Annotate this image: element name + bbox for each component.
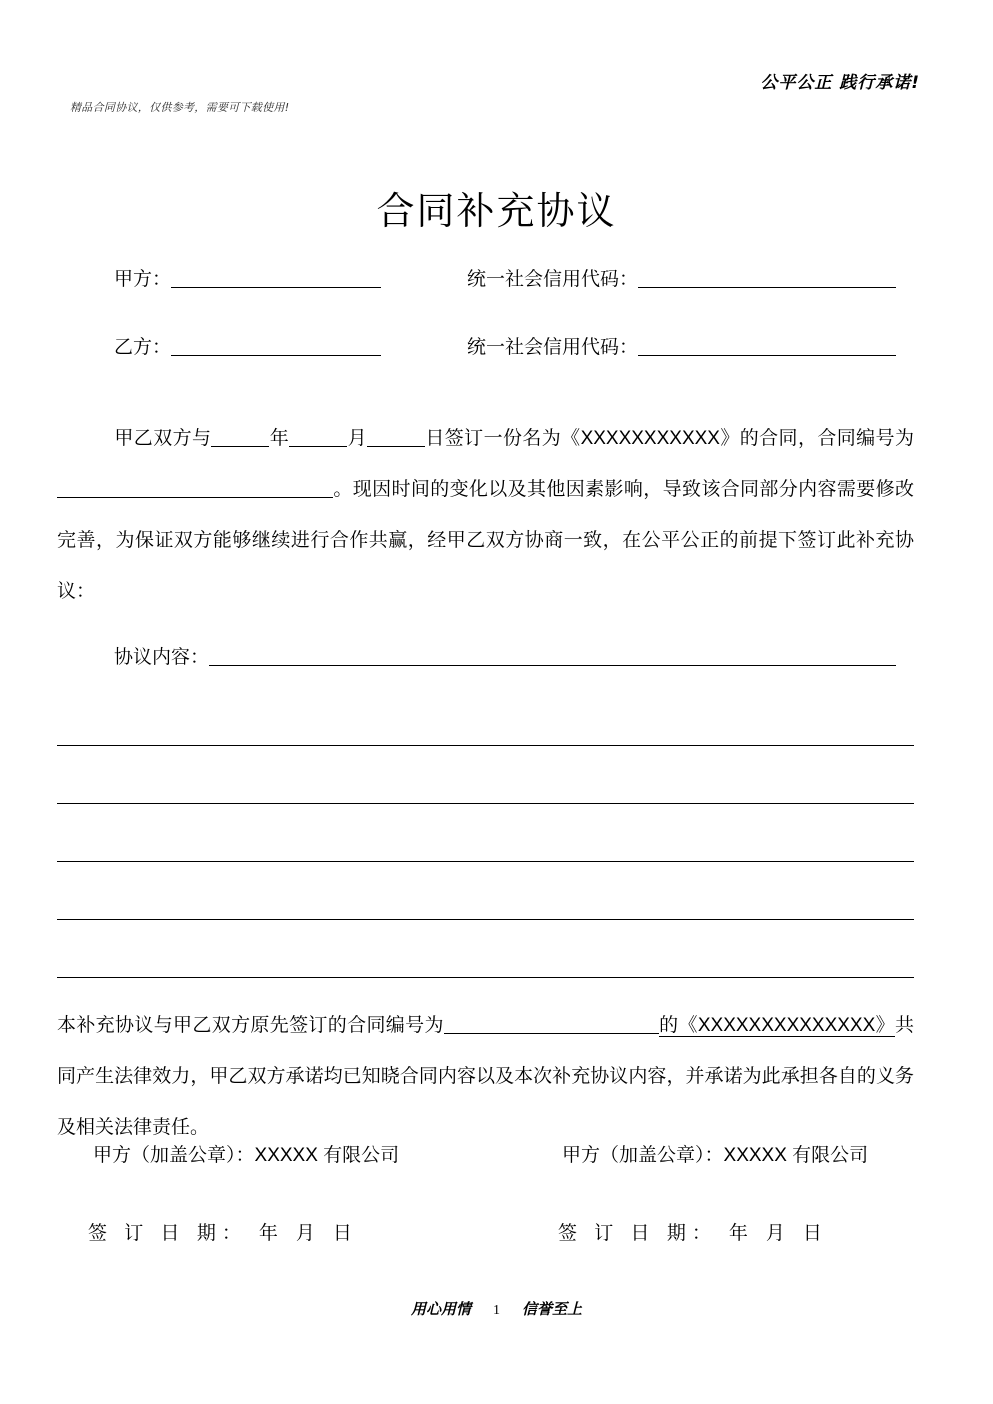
intro-text-1: 甲乙双方与	[114, 428, 212, 449]
page-title: 合同补充协议	[376, 191, 617, 234]
intro-text-2: 日签订一份名为《	[424, 428, 581, 449]
page-number: 1	[493, 1303, 500, 1318]
header-note: 精品合同协议，仅供参考，需要可下载使用!	[70, 101, 290, 114]
intro-text-4: 。现因时间的变化以及其他因素影响，导致该合同部分内容需要修改完善，为保证双方能够继续进行合作共赢，经甲乙双方协商一致，在公平公正的前提下签订此补充协议：	[57, 479, 914, 602]
agreement-content-field	[114, 642, 896, 669]
right-date-year: 年	[728, 1223, 754, 1244]
party-b-credit-code-label: 统一社会信用代码：	[467, 337, 639, 358]
signature-area	[0, 1140, 993, 1258]
month-input[interactable]	[289, 427, 347, 447]
left-seal-label: 甲方（加盖公章）：	[93, 1145, 255, 1166]
party-b-field	[114, 332, 381, 359]
party-b-credit-code-input[interactable]	[638, 336, 896, 356]
document-body	[57, 258, 914, 1172]
day-input[interactable]	[367, 427, 425, 447]
party-a-credit-code-input[interactable]	[638, 268, 896, 288]
right-company-name: XXXXX 有限公司	[723, 1145, 869, 1166]
agreement-content-label: 协议内容：	[114, 647, 210, 668]
party-b-row	[57, 326, 914, 394]
year-input[interactable]	[211, 427, 269, 447]
left-seal-field	[93, 1140, 399, 1167]
closing-text-1: 本补充协议与甲乙双方原先签订的合同编号为	[57, 1015, 444, 1036]
intro-paragraph	[57, 413, 914, 617]
right-date-label: 签 订 日 期：	[558, 1223, 717, 1244]
party-a-input[interactable]	[171, 268, 381, 288]
closing-text-2: 的	[658, 1015, 679, 1036]
party-a-label: 甲方：	[114, 269, 172, 290]
seal-row	[0, 1140, 993, 1218]
party-a-field	[114, 264, 381, 291]
party-b-label: 乙方：	[114, 337, 172, 358]
left-signing-date-field	[88, 1218, 358, 1245]
left-date-month: 月	[295, 1223, 321, 1244]
party-a-credit-code-field	[467, 264, 896, 291]
left-date-label: 签 订 日 期：	[88, 1223, 247, 1244]
closing-text-3: 共同产生法律效力，甲乙双方承诺均已知晓合同内容以及本次补充协议内容，并承诺为此承担各自的义务及相关法律责任。	[57, 1015, 914, 1138]
right-seal-label: 甲方（加盖公章）：	[562, 1145, 724, 1166]
party-b-credit-code-field	[467, 332, 896, 359]
right-signing-date-field	[558, 1218, 828, 1245]
page-footer	[0, 1298, 993, 1319]
content-blank-line[interactable]	[57, 746, 914, 804]
year-unit: 年	[269, 428, 290, 449]
signing-date-row	[0, 1218, 993, 1258]
agreement-content-row	[57, 636, 914, 688]
agreement-content-lines	[57, 688, 914, 978]
right-date-month: 月	[765, 1223, 791, 1244]
left-date-day: 日	[332, 1223, 358, 1244]
old-contract-number-input[interactable]	[444, 1014, 659, 1034]
party-a-row	[57, 258, 914, 326]
left-company-name: XXXXX 有限公司	[254, 1145, 400, 1166]
agreement-content-input[interactable]	[209, 646, 896, 666]
footer-left-text: 用心用情	[410, 1300, 471, 1318]
footer-right-text: 信誉至上	[522, 1300, 583, 1318]
intro-text-3: 》的合同，合同编号为	[719, 428, 914, 449]
contract-number-input[interactable]	[57, 478, 333, 498]
header-slogan: 公平公正 践行承诺!	[760, 73, 920, 93]
right-seal-field	[562, 1140, 868, 1167]
content-blank-line[interactable]	[57, 804, 914, 862]
party-b-input[interactable]	[171, 336, 381, 356]
content-blank-line[interactable]	[57, 688, 914, 746]
contract-name: XXXXXXXXXXX	[580, 428, 720, 449]
content-blank-line[interactable]	[57, 862, 914, 920]
content-blank-line[interactable]	[57, 920, 914, 978]
month-unit: 月	[347, 428, 367, 449]
closing-paragraph	[57, 1000, 914, 1153]
right-date-day: 日	[802, 1223, 828, 1244]
left-date-year: 年	[258, 1223, 284, 1244]
party-a-credit-code-label: 统一社会信用代码：	[467, 269, 639, 290]
old-contract-name: 《XXXXXXXXXXXXXX》	[678, 1015, 895, 1036]
